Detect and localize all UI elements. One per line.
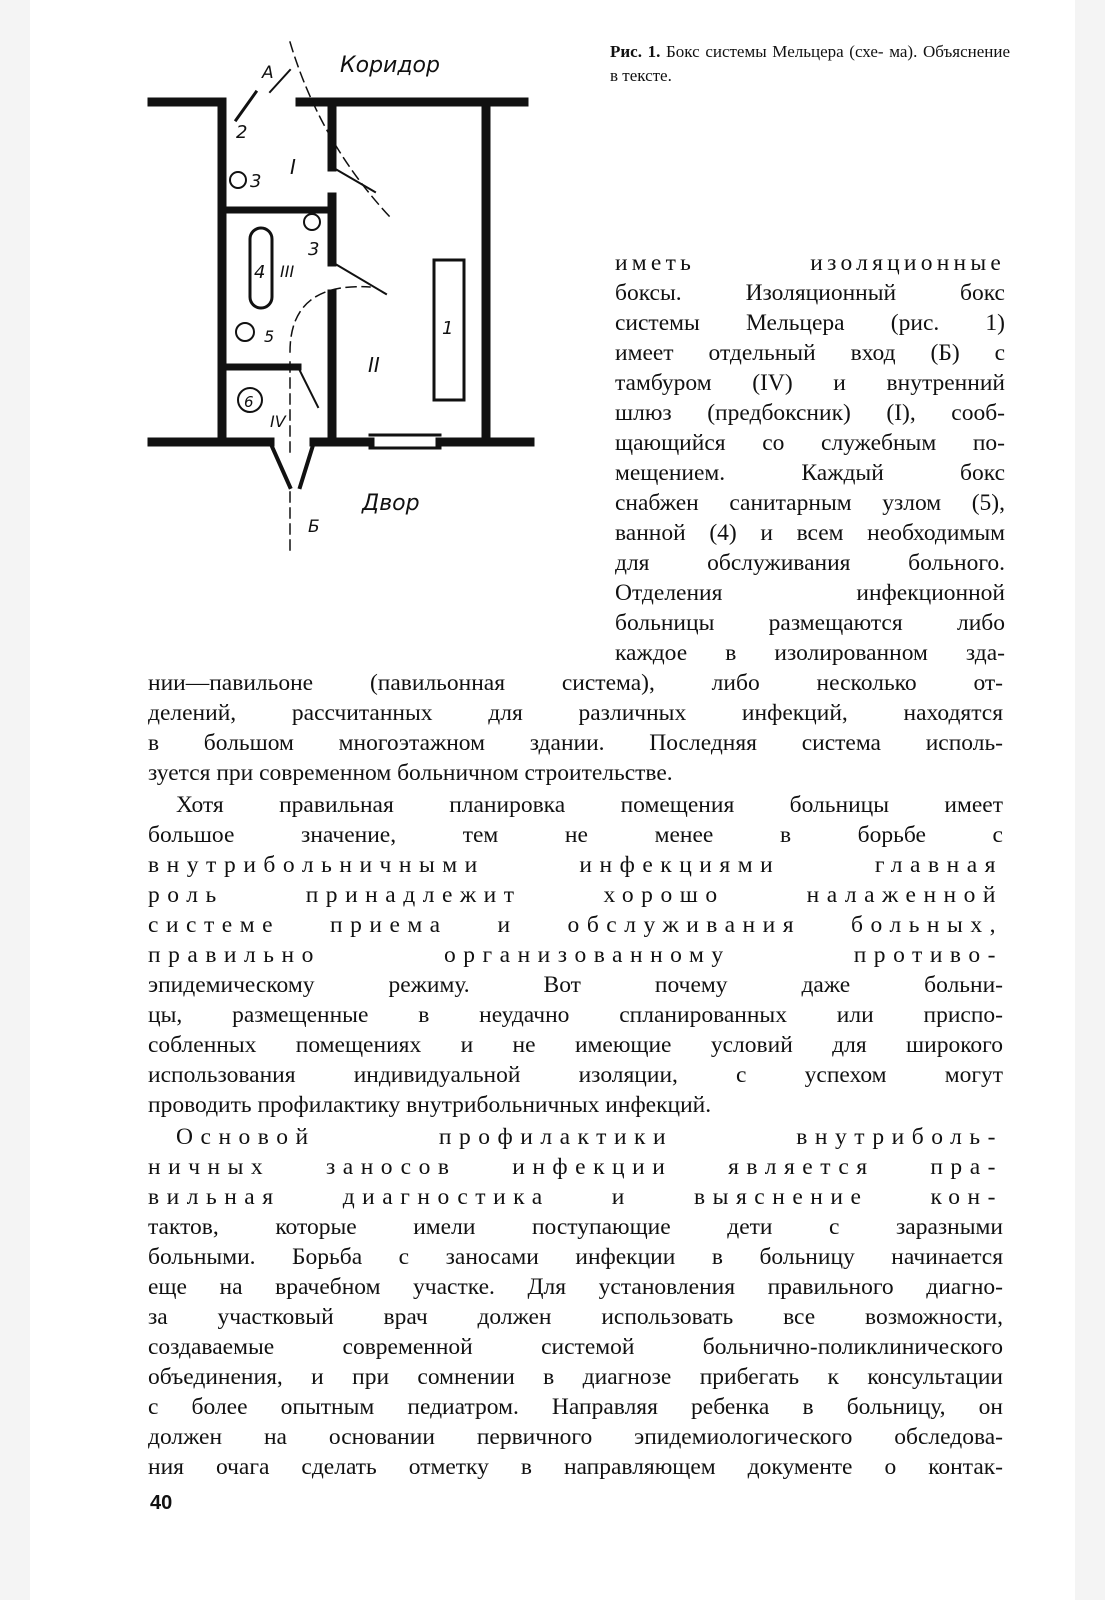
label-1: 1 bbox=[442, 318, 454, 339]
text-line: вильная диагностика и выяснение кон- bbox=[148, 1184, 1003, 1210]
label-a: А bbox=[262, 63, 274, 83]
paragraph-2 bbox=[148, 790, 1003, 1120]
text-line: снабжен санитарным узлом (5), bbox=[615, 490, 1005, 516]
text-line: создаваемые современной системой больнично-поликлинического bbox=[148, 1334, 1003, 1360]
label-corridor: Коридор bbox=[340, 53, 440, 78]
text-line: делений, рассчитанных для различных инфекций, находятся bbox=[148, 700, 1003, 726]
label-3b: 3 bbox=[308, 239, 320, 260]
text-line: цы, размещенные в неудачно спланированных или приспо- bbox=[148, 1002, 1003, 1028]
label-room-III: III bbox=[280, 262, 295, 281]
text-line: нии—павильоне (павильонная система), либо несколько от- bbox=[148, 670, 1003, 696]
text-line: Основой профилактики внутриболь- bbox=[176, 1124, 1003, 1150]
text-line: имеет отдельный вход (Б) с bbox=[615, 340, 1005, 366]
text-line: ничных заносов инфекции является пра- bbox=[148, 1154, 1003, 1180]
text-line: больными. Борьба с заносами инфекции в больницу начинается bbox=[148, 1244, 1003, 1270]
label-room-I: I bbox=[290, 155, 296, 179]
text-line: еще на врачебном участке. Для установления правильного диагно- bbox=[148, 1274, 1003, 1300]
text-line: правильно организованному противо- bbox=[148, 942, 1003, 968]
text-line: Отделения инфекционной bbox=[615, 580, 1005, 606]
page-number: 40 bbox=[150, 1492, 173, 1514]
text-line: шлюз (предбоксник) (I), сооб- bbox=[615, 400, 1005, 426]
label-4: 4 bbox=[254, 262, 266, 283]
label-room-IV: IV bbox=[270, 412, 286, 431]
text-line: в большом многоэтажном здании. Последняя система исполь- bbox=[148, 730, 1003, 756]
text-line: объединения, и при сомнении в диагнозе прибегать к консультации bbox=[148, 1364, 1003, 1390]
text-line: боксы. Изоляционный бокс bbox=[615, 280, 1005, 306]
text-line: ванной (4) и всем необходимым bbox=[615, 520, 1005, 546]
caption-label: Рис. 1. bbox=[610, 42, 661, 61]
label-b: Б bbox=[308, 517, 320, 537]
text-line: тамбуром (IV) и внутренний bbox=[615, 370, 1005, 396]
label-3a: 3 bbox=[250, 171, 262, 192]
paragraph-1 bbox=[148, 668, 1003, 788]
text-line: тактов, которые имели поступающие дети с заразными bbox=[148, 1214, 1003, 1240]
text-line: роль принадлежит хорошо налаженной bbox=[148, 882, 1003, 908]
label-6: 6 bbox=[244, 393, 254, 411]
main-text bbox=[148, 668, 1003, 1482]
text-line: с более опытным педиатром. Направляя ребенка в больницу, он bbox=[148, 1394, 1003, 1420]
text-line: за участковый врач должен использовать все возможности, bbox=[148, 1304, 1003, 1330]
figure-caption bbox=[610, 40, 1010, 88]
text-line: собленных помещениях и не имеющие условий для широкого bbox=[148, 1032, 1003, 1058]
label-2: 2 bbox=[236, 122, 248, 143]
text-line: Хотя правильная планировка помещения больницы имеет bbox=[176, 792, 1003, 818]
book-page bbox=[30, 0, 1075, 1600]
text-line: каждое в изолированном зда- bbox=[615, 640, 1005, 666]
text-line: должен на основании первичного эпидемиологического обследова- bbox=[148, 1424, 1003, 1450]
text-line: использования индивидуальной изоляции, с успехом могут bbox=[148, 1062, 1003, 1088]
text-line: системе приема и обслуживания больных, bbox=[148, 912, 1003, 938]
label-room-II: II bbox=[368, 353, 380, 377]
caption-text-1: Бокс системы Мельцера (схе- bbox=[666, 42, 884, 61]
text-line: эпидемическому режиму. Вот почему даже больни- bbox=[148, 972, 1003, 998]
caption-text-2: ма). Объяснение в тексте. bbox=[610, 42, 1011, 85]
text-line: системы Мельцера (рис. 1) bbox=[615, 310, 1005, 336]
right-column-text bbox=[615, 248, 1005, 668]
text-line: щающийся со служебным по- bbox=[615, 430, 1005, 456]
text-line: иметь изоляционные bbox=[615, 250, 1005, 276]
text-line: зуется при современном больничном строительстве. bbox=[148, 760, 673, 786]
text-line: внутрибольничными инфекциями главная bbox=[148, 852, 1003, 878]
text-line: для обслуживания больного. bbox=[615, 550, 1005, 576]
text-line: проводить профилактику внутрибольничных инфекций. bbox=[148, 1092, 712, 1118]
label-5: 5 bbox=[264, 327, 275, 346]
text-line: ния очага сделать отметку в направляющем документе о контак- bbox=[148, 1454, 1003, 1480]
text-line: мещением. Каждый бокс bbox=[615, 460, 1005, 486]
label-yard: Двор bbox=[362, 491, 420, 516]
text-line: больницы размещаются либо bbox=[615, 610, 1005, 636]
melzer-box-diagram bbox=[140, 32, 570, 592]
text-line: большое значение, тем не менее в борьбе с bbox=[148, 822, 1003, 848]
paragraph-3 bbox=[148, 1122, 1003, 1482]
